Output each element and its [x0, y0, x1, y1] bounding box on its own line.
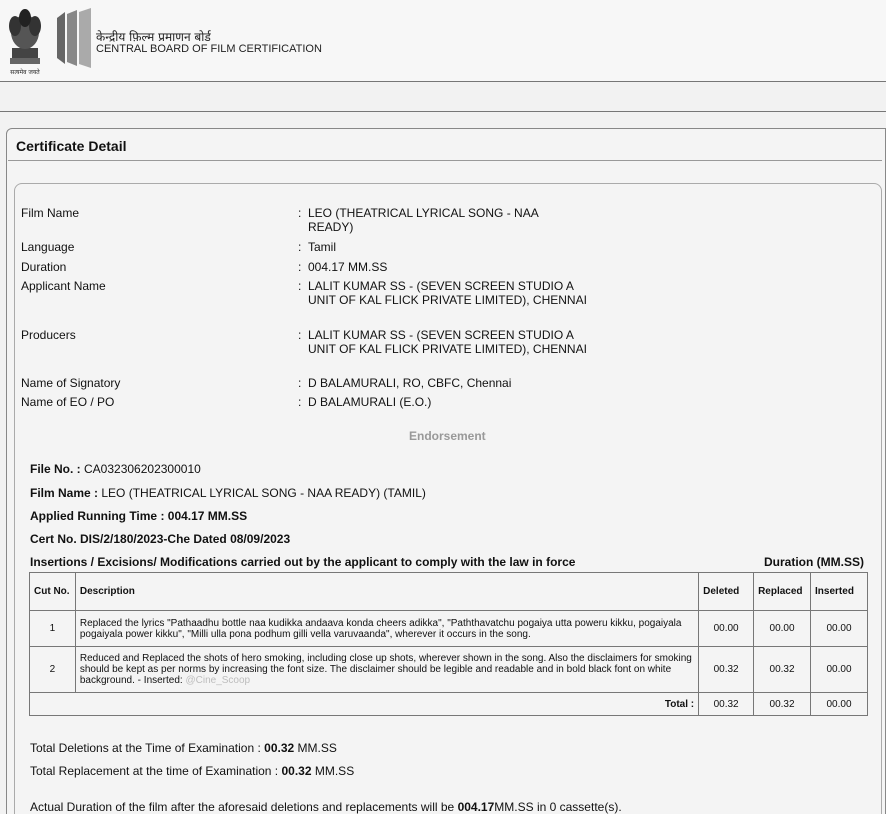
unit: MM.SS	[297, 741, 337, 755]
total-replacement-label: Total Replacement at the time of Examination :	[30, 764, 279, 778]
colon: :	[298, 240, 302, 254]
actual-duration	[30, 800, 622, 814]
colon: :	[298, 328, 302, 342]
panel-title: Certificate Detail	[16, 138, 127, 154]
cut-description: Reduced and Replaced the shots of hero smoking, including close up shots, wherever shown in the song. Also the disclaimers for smoking should be kept as per norms by increasing the font size. The disclaimer should be legible and readable and in bold black font on white background. - Inserted:	[79, 653, 692, 686]
duration-value: 004.17 MM.SS	[308, 260, 388, 274]
total-deleted: 00.32	[699, 693, 754, 716]
cut-no: 1	[30, 611, 76, 647]
cut-description-cell	[75, 647, 698, 693]
applicant-name-label: Applicant Name	[21, 279, 106, 293]
cbfc-logo-icon	[55, 8, 93, 68]
duration-label: Duration	[21, 260, 67, 274]
table-header-row	[30, 573, 868, 611]
total-replaced: 00.32	[754, 693, 811, 716]
col-deleted: Deleted	[699, 573, 754, 611]
site-header	[0, 0, 886, 82]
table-row	[30, 611, 868, 647]
signatory-label: Name of Signatory	[21, 376, 121, 390]
total-deletions-label: Total Deletions at the Time of Examination :	[30, 741, 261, 755]
cuts-table	[29, 572, 868, 716]
total-deletions	[30, 741, 337, 755]
colon: :	[298, 260, 302, 274]
colon: :	[298, 376, 302, 390]
emblem-caption: सत्यमेव जयते	[10, 69, 40, 76]
actual-duration-value: 004.17	[457, 800, 495, 814]
cut-no: 2	[30, 647, 76, 693]
endorse-film-name-label: Film Name :	[30, 486, 99, 500]
colon: :	[298, 279, 302, 293]
language-value: Tamil	[308, 240, 337, 254]
applicant-name-value: LALIT KUMAR SS - (SEVEN SCREEN STUDIO A UNIT OF KAL FLICK PRIVATE LIMITED), CHENNAI	[308, 279, 587, 307]
nav-band	[0, 82, 886, 112]
total-inserted: 00.00	[811, 693, 868, 716]
cut-replaced: 00.32	[754, 647, 811, 693]
film-name-value: LEO (THEATRICAL LYRICAL SONG - NAA READY)	[308, 206, 539, 234]
producers-label: Producers	[21, 328, 76, 342]
org-name-english: CENTRAL BOARD OF FILM CERTIFICATION	[96, 43, 322, 55]
producers-value: LALIT KUMAR SS - (SEVEN SCREEN STUDIO A UNIT OF KAL FLICK PRIVATE LIMITED), CHENNAI	[308, 328, 587, 356]
cut-deleted: 00.32	[699, 647, 754, 693]
endorse-film-name-value: LEO (THEATRICAL LYRICAL SONG - NAA READY) (TAMIL)	[101, 486, 426, 500]
unit: MM.SS	[314, 764, 355, 778]
actual-duration-prefix: Actual Duration of the film after the aforesaid deletions and replacements will be	[30, 800, 455, 814]
cut-inserted: 00.00	[811, 647, 868, 693]
cut-deleted: 00.00	[699, 611, 754, 647]
watermark-text: @Cine_Scoop	[185, 675, 251, 686]
total-replacement-value: 00.32	[281, 764, 312, 778]
signatory-value: D BALAMURALI, RO, CBFC, Chennai	[308, 376, 512, 390]
duration-caption: Duration (MM.SS)	[764, 555, 864, 569]
file-no-value: CA032306202300010	[84, 462, 201, 476]
language-label: Language	[21, 240, 75, 254]
total-deletions-value: 00.32	[264, 741, 295, 755]
col-inserted: Inserted	[811, 573, 868, 611]
colon: :	[298, 206, 302, 220]
colon: :	[298, 395, 302, 409]
national-emblem-icon	[2, 2, 48, 78]
applied-running-time: Applied Running Time : 004.17 MM.SS	[30, 509, 248, 523]
endorsement-heading: Endorsement	[409, 429, 486, 443]
eo-po-value: D BALAMURALI (E.O.)	[308, 395, 432, 409]
cert-no: Cert No. DIS/2/180/2023-Che Dated 08/09/2023	[30, 532, 291, 546]
col-cut-no: Cut No.	[30, 573, 76, 611]
film-name-label: Film Name	[21, 206, 80, 220]
endorse-film-name	[30, 486, 426, 500]
org-name-hindi: केन्द्रीय फ़िल्म प्रमाणन बोर्ड	[96, 30, 211, 44]
cut-replaced: 00.00	[754, 611, 811, 647]
cut-description: Replaced the lyrics "Pathaadhu bottle naa kudikka andaava konda cheers adikka", "Paththavatchu pogaiya utta poweru kikku, pogaiyala pogaiyala power kikku", "Milli ulla pona podhum gilli vella varuvaanda", wherever it occurs in the song.	[75, 611, 698, 647]
file-no	[30, 462, 201, 476]
table-caption: Insertions / Excisions/ Modifications carried out by the applicant to comply with the law in force	[30, 555, 576, 569]
col-description: Description	[75, 573, 698, 611]
file-no-label: File No. :	[30, 462, 81, 476]
total-replacement	[30, 764, 354, 778]
actual-duration-suffix: MM.SS in 0 cassette(s).	[494, 800, 622, 814]
total-label: Total :	[30, 693, 699, 716]
title-divider	[8, 160, 882, 161]
table-row	[30, 647, 868, 693]
cut-inserted: 00.00	[811, 611, 868, 647]
col-replaced: Replaced	[754, 573, 811, 611]
eo-po-label: Name of EO / PO	[21, 395, 115, 409]
total-row	[30, 693, 868, 716]
